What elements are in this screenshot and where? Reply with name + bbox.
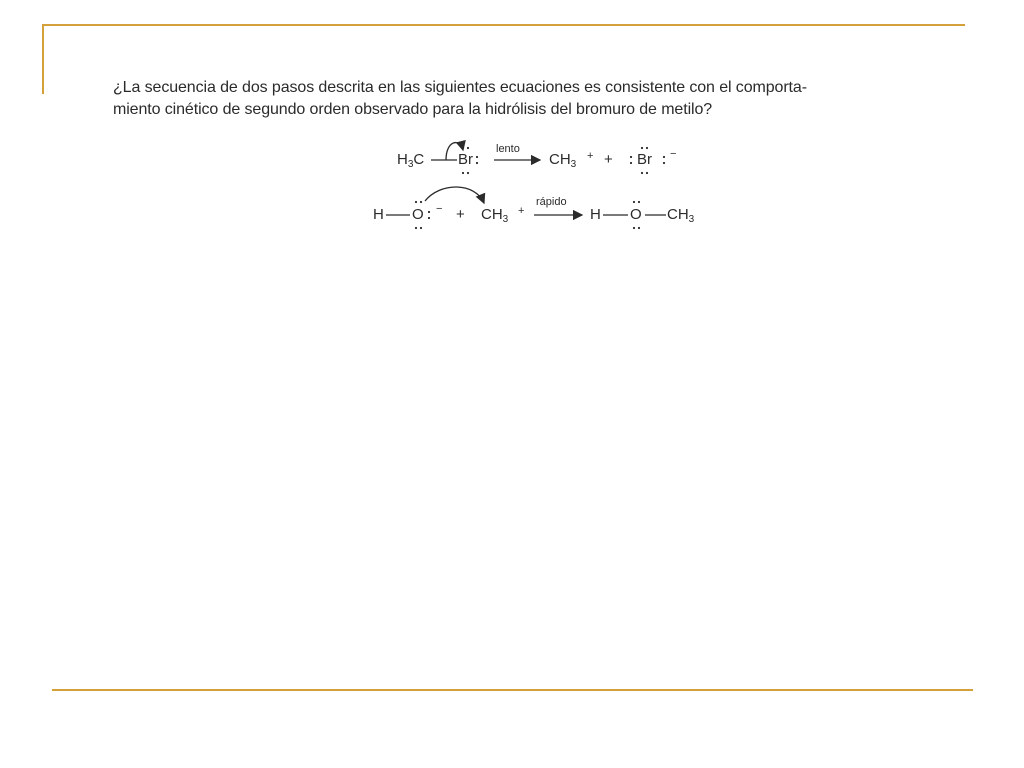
question-line-1: ¿La secuencia de dos pasos descrita en las siguientes ecuaciones es consistente con el comporta- (113, 79, 807, 96)
eq2-product-ch3-text: $CH_3$ (667, 206, 695, 225)
eq2-arrow-label: rápido (536, 196, 567, 208)
eq1-br-charge: − (670, 148, 677, 160)
eq1-ch3-charge: + (587, 150, 594, 162)
eq2-o-lone-pair-dots (415, 201, 430, 229)
eq1-h3c-text: $H_3C$ (397, 151, 425, 170)
eq1-curved-arrow-icon (446, 143, 463, 160)
question-line-2: miento cinético de segundo orden observado para la hidrólisis del bromuro de metilo? (113, 101, 713, 118)
eq1-arrow-label: lento (496, 143, 520, 155)
eq2-h: H (373, 206, 384, 223)
eq2-o: O (412, 206, 424, 223)
eq1-plus: + (604, 151, 613, 168)
eq2-product-o-dots (633, 201, 640, 229)
eq1-br-product-dots (630, 147, 665, 174)
eq2-plus: + (456, 206, 465, 223)
eq2-ch3-charge: + (518, 205, 525, 217)
eq1-br-product-text: Br (637, 151, 652, 168)
eq2-ch3-text: $CH_3$ (481, 206, 509, 225)
eq2-curved-arrow-icon (425, 187, 484, 203)
eq1-br-lone-pair-dots (462, 147, 478, 174)
eq2-o-charge: − (436, 203, 443, 215)
eq1-br-text: Br (458, 151, 473, 168)
eq1-ch3-text: $CH_3$ (549, 151, 577, 170)
eq2-product-o: O (630, 206, 642, 223)
eq2-product-h: H (590, 206, 601, 223)
